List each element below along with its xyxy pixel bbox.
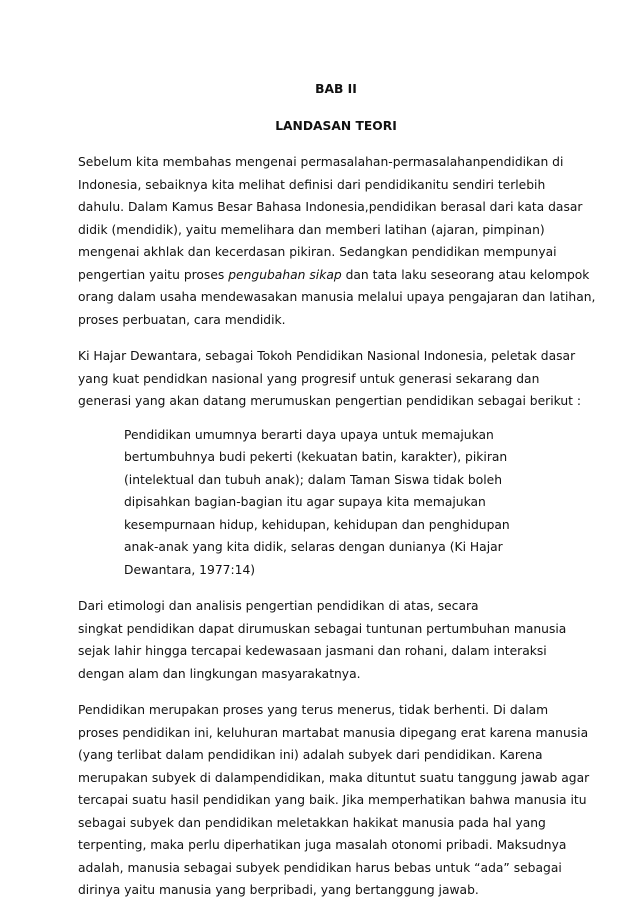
text-line: dengan alam dan lingkungan masyarakatnya.	[78, 666, 361, 681]
text-line: (yang terlibat dalam pendidikan ini) adalah subyek dari pendidikan. Karena	[78, 748, 543, 762]
paragraph-ki-hajar	[78, 345, 582, 413]
text-line: proses perbuatan, cara mendidik.	[78, 312, 286, 327]
quote-line: (intelektual dan tubuh anak); dalam Taman Siswa tidak boleh	[124, 472, 503, 487]
section-title: LANDASAN TEORI	[275, 118, 397, 133]
text-line: Sebelum kita membahas mengenai permasalahan-permasalahanpendidikan di	[78, 155, 564, 169]
text-line: orang dalam usaha mendewasakan manusia melalui upaya pengajaran dan latihan,	[78, 290, 596, 304]
text-segment: dan tata laku seseorang atau kelompok	[341, 267, 590, 282]
document-page	[78, 78, 596, 902]
italic-term: pengubahan sikap	[228, 267, 342, 282]
paragraph-definition	[78, 151, 596, 331]
quote-line: dipisahkan bagian-bagian itu agar supaya kita memajukan	[124, 495, 486, 509]
text-line: singkat pendidikan dapat dirumuskan sebagai tuntunan pertumbuhan manusia	[78, 621, 567, 636]
text-line: didik (mendidik), yaitu memelihara dan memberi latihan (ajaran, pimpinan)	[78, 222, 545, 237]
quote-line: Pendidikan umumnya berarti daya upaya untuk memajukan	[124, 427, 494, 442]
text-line: Dari etimologi dan analisis pengertian pendidikan di atas, secara	[78, 599, 479, 613]
paragraph-etimologi	[78, 595, 567, 685]
text-line: sejak lahir hingga tercapai kedewasaan jasmani dan rohani, dalam interaksi	[78, 644, 547, 658]
text-line: yang kuat pendidkan nasional yang progresif untuk generasi sekarang dan	[78, 371, 540, 386]
text-line: sebagai subyek dan pendidikan meletakkan hakikat manusia pada hal yang	[78, 815, 546, 830]
text-line: Ki Hajar Dewantara, sebagai Tokoh Pendidikan Nasional Indonesia, peletak dasar	[78, 349, 576, 363]
text-line	[78, 264, 590, 287]
text-line: proses pendidikan ini, keluhuran martabat manusia dipegang erat karena manusia	[78, 725, 589, 740]
text-line: dirinya yaitu manusia yang berpribadi, yang bertanggung jawab.	[78, 883, 479, 897]
quote-line: Dewantara, 1977:14)	[124, 562, 256, 577]
paragraph-proses	[78, 699, 590, 902]
text-line: tercapai suatu hasil pendidikan yang baik. Jika memperhatikan bahwa manusia itu	[78, 793, 587, 807]
text-line: adalah, manusia sebagai subyek pendidikan harus bebas untuk “ada” sebagai	[78, 860, 562, 875]
text-segment: pengertian yaitu proses	[78, 267, 229, 282]
text-line: dahulu. Dalam Kamus Besar Bahasa Indonesia,pendidikan berasal dari kata dasar	[78, 200, 583, 214]
text-line: Pendidikan merupakan proses yang terus menerus, tidak berhenti. Di dalam	[78, 703, 549, 717]
block-quote	[124, 424, 564, 582]
chapter-heading: BAB II	[315, 82, 357, 96]
text-line: terpenting, maka perlu diperhatikan juga masalah otonomi pribadi. Maksudnya	[78, 838, 567, 852]
text-line: merupakan subyek di dalampendidikan, maka dituntut suatu tanggung jawab agar	[78, 770, 590, 785]
text-line: Indonesia, sebaiknya kita melihat definisi dari pendidikanitu sendiri terlebih	[78, 177, 546, 192]
quote-line: kesempurnaan hidup, kehidupan, kehidupan dan penghidupan	[124, 517, 510, 532]
text-line: generasi yang akan datang merumuskan pengertian pendidikan sebagai berikut :	[78, 394, 582, 408]
quote-line: anak-anak yang kita didik, selaras dengan dunianya (Ki Hajar	[124, 540, 503, 554]
quote-line: bertumbuhnya budi pekerti (kekuatan batin, karakter), pikiran	[124, 450, 508, 464]
text-line: mengenai akhlak dan kecerdasan pikiran. Sedangkan pendidikan mempunyai	[78, 245, 557, 259]
